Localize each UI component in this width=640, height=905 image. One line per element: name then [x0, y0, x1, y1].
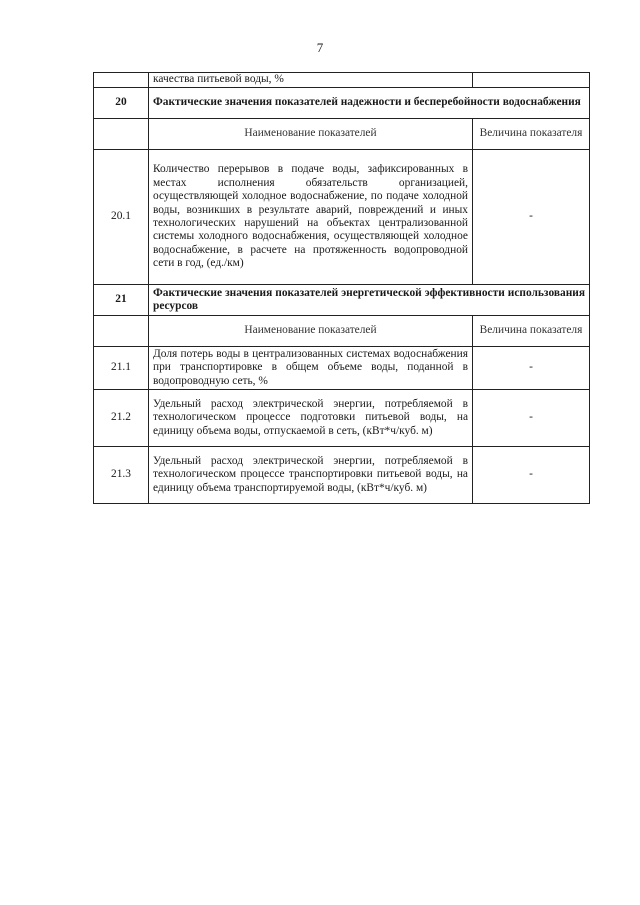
row-value: -	[473, 347, 590, 390]
column-header-row	[94, 316, 590, 347]
table-row	[94, 447, 590, 504]
section-row-21	[94, 285, 590, 316]
section-title: Фактические значения показателей надежности и бесперебойности водоснабжения	[149, 88, 590, 119]
page-number: 7	[316, 40, 324, 55]
header-empty-cell	[94, 316, 149, 347]
number-cell	[94, 73, 149, 88]
row-description: Удельный расход электрической энергии, потребляемой в технологическом процессе подготовки питьевой воды, на единицу объема воды, отпускаемой в сеть, (кВт*ч/куб. м)	[149, 390, 473, 447]
column-header-name: Наименование показателей	[149, 119, 473, 150]
table-row-continuation	[94, 73, 590, 88]
row-description: Количество перерывов в подаче воды, зафиксированных в местах исполнения обязательств организацией, осуществляющей холодное водоснабжение, по подаче холодной воды, возникших в результате аварий, повреждений и иных технологических нарушений на объектах централизованной системы холодного водоснабжения, осуществляющей холодное водоснабжение, в расчете на протяженность водопроводной сети в год, (ед./км)	[149, 150, 473, 285]
column-header-value: Величина показателя	[473, 316, 590, 347]
row-number: 21.2	[94, 390, 149, 447]
column-header-value: Величина показателя	[473, 119, 590, 150]
header-empty-cell	[94, 119, 149, 150]
column-header-row	[94, 119, 590, 150]
row-number: 20.1	[94, 150, 149, 285]
table-row	[94, 347, 590, 390]
table-row	[94, 390, 590, 447]
column-header-name: Наименование показателей	[149, 316, 473, 347]
row-value: -	[473, 447, 590, 504]
section-title: Фактические значения показателей энергетической эффективности использования ресурсов	[149, 285, 590, 316]
description-cell: качества питьевой воды, %	[149, 73, 473, 88]
section-number: 20	[94, 88, 149, 119]
row-number: 21.1	[94, 347, 149, 390]
row-description: Доля потерь воды в централизованных системах водоснабжения при транспортировке в общем объеме воды, поданной в водопроводную сеть, %	[149, 347, 473, 390]
section-row-20	[94, 88, 590, 119]
row-description: Удельный расход электрической энергии, потребляемой в технологическом процессе транспортировки питьевой воды, на единицу объема транспортируемой воды, (кВт*ч/куб. м)	[149, 447, 473, 504]
table-row	[94, 150, 590, 285]
indicators-table	[93, 72, 590, 504]
row-value: -	[473, 390, 590, 447]
row-value: -	[473, 150, 590, 285]
value-cell	[473, 73, 590, 88]
row-number: 21.3	[94, 447, 149, 504]
section-number: 21	[94, 285, 149, 316]
